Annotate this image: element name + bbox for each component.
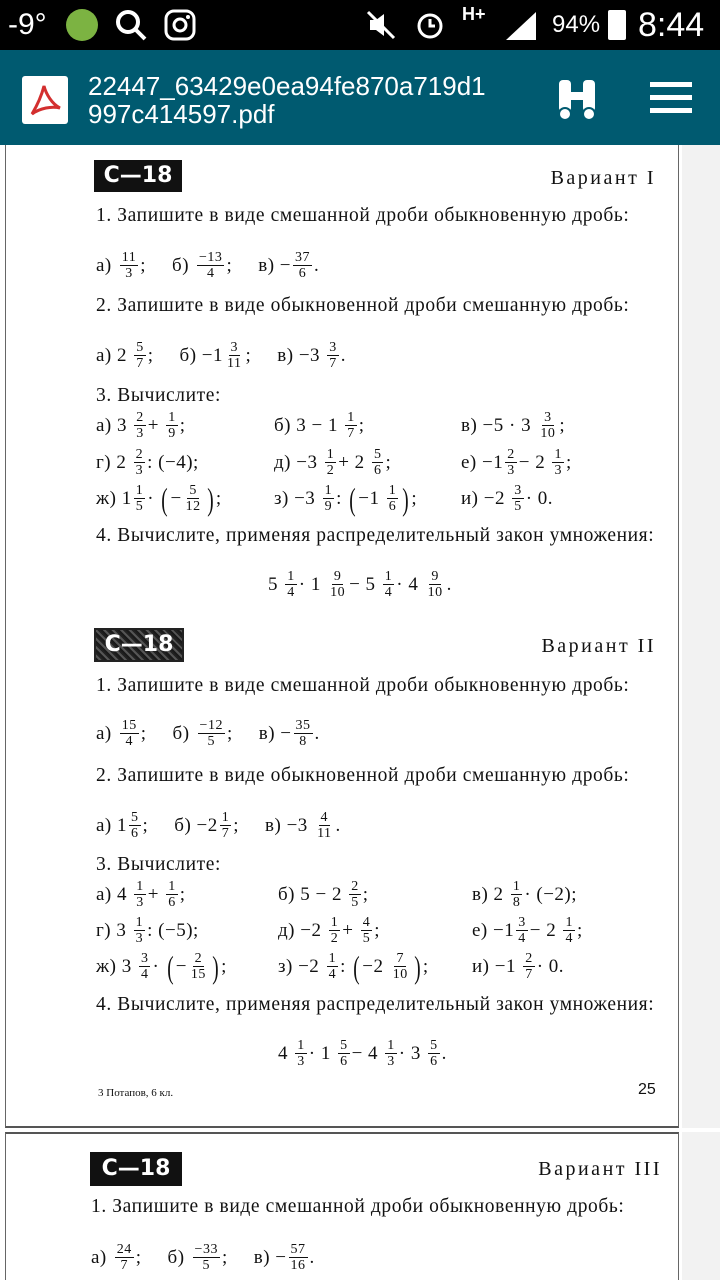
task-row: е) −1 2 3 − 2 1 3 ; xyxy=(461,447,572,478)
task-row: а) 2 5 7 ; б) −1 3 11 ; в) −3 3 7 . xyxy=(96,340,347,371)
task-row: з) −2 1 4 : ( −2 7 10 ) ; xyxy=(278,948,429,985)
app-bar xyxy=(0,50,720,145)
section-badge: С—18 xyxy=(90,1152,182,1186)
search-icon xyxy=(114,8,148,42)
task-row: ж) 1 1 5 · ( − 5 12 ) ; xyxy=(96,480,222,517)
task-text: 3. Вычислите: xyxy=(96,385,222,406)
pdf-page[interactable] xyxy=(5,1132,679,1280)
task-row: е) −1 3 4 − 2 1 4 ; xyxy=(472,915,583,946)
task-row: в) −5 · 3 3 10 ; xyxy=(461,410,566,441)
task-row: б) 3 − 1 1 7 ; xyxy=(274,410,365,441)
reading-mode-icon[interactable] xyxy=(555,78,599,122)
bug-icon xyxy=(66,9,98,41)
variant-heading: Вариант II xyxy=(541,635,656,657)
mute-icon xyxy=(366,10,396,40)
section-badge: С—18 xyxy=(94,628,184,662)
signal-icon xyxy=(504,10,538,42)
task-row: 4 1 3 · 1 5 6 − 4 1 3 · 3 5 6 . xyxy=(278,1038,447,1069)
task-row: а) 11 3 ; б) −13 4 ; в) − $\frac{37}{6}$ . xyxy=(96,250,320,281)
task-row: и) −1 2 7 · 0. xyxy=(472,951,565,982)
task-row: а) 3 2 3 + 1 9 ; xyxy=(96,410,186,441)
pdf-page[interactable] xyxy=(5,145,679,1128)
document-title: 22447_63429e0ea94fe870a719d1 997c414597.pdf xyxy=(88,71,486,129)
task-row: б) 5 − 2 2 5 ; xyxy=(278,879,369,910)
status-bar xyxy=(0,0,720,50)
page-number: 25 xyxy=(638,1081,656,1098)
battery-icon xyxy=(608,10,626,40)
task-row: а) 24 7 ; б) −33 5 ; в) − $\frac{57}{16}$ . xyxy=(91,1242,315,1273)
page-gutter xyxy=(682,1132,720,1280)
footer-note: 3 Потапов, 6 кл. xyxy=(98,1087,174,1099)
page-gutter xyxy=(682,145,720,1128)
task-row: а) 15 4 ; б) −12 5 ; в) − $\frac{35}{8}$ . xyxy=(96,718,320,749)
task-text: 1. Запишите в виде смешанной дроби обыкновенную дробь: xyxy=(91,1196,625,1217)
task-row: г) 3 1 3 : (−5); xyxy=(96,915,199,946)
task-text: 4. Вычислите, применяя распределительный закон умножения: xyxy=(96,994,655,1015)
temperature-text: -9° xyxy=(8,8,47,41)
task-text: 1. Запишите в виде смешанной дроби обыкновенную дробь: xyxy=(96,675,630,696)
task-text: 2. Запишите в виде обыкновенной дроби смешанную дробь: xyxy=(96,295,630,316)
clock-text: 8:44 xyxy=(638,6,705,44)
section-badge: С—18 xyxy=(94,160,182,192)
variant-heading: Вариант I xyxy=(550,167,656,189)
menu-icon[interactable] xyxy=(650,80,692,116)
task-text: 1. Запишите в виде смешанной дроби обыкновенную дробь: xyxy=(96,205,630,226)
task-row: в) 2 1 8 · (−2); xyxy=(472,879,578,910)
instagram-icon xyxy=(164,9,196,41)
task-row: д) −2 1 2 + 4 5 ; xyxy=(278,915,380,946)
variant-heading: Вариант III xyxy=(538,1158,662,1180)
task-row: 5 1 4 · 1 9 10 − 5 1 4 · 4 9 10 . xyxy=(268,569,452,600)
task-row: ж) 3 3 4 · ( − 2 15 ) ; xyxy=(96,948,227,985)
task-row: и) −2 3 5 · 0. xyxy=(461,483,554,514)
task-row: а) 1 5 6 ; б) −2 1 7 ; в) −3 4 11 . xyxy=(96,810,341,841)
task-row: а) 4 1 3 + 1 6 ; xyxy=(96,879,186,910)
task-row: г) 2 2 3 : (−4); xyxy=(96,447,199,478)
pdf-file-icon xyxy=(22,76,68,124)
battery-percent-text: 94% xyxy=(552,11,601,38)
task-text: 2. Запишите в виде обыкновенной дроби смешанную дробь: xyxy=(96,765,630,786)
task-text: 4. Вычислите, применяя распределительный закон умножения: xyxy=(96,525,655,546)
task-text: 3. Вычислите: xyxy=(96,854,222,875)
task-row: з) −3 1 9 : ( −1 1 6 ) ; xyxy=(274,480,418,517)
alarm-icon xyxy=(414,9,446,41)
task-row: д) −3 1 2 + 2 5 6 ; xyxy=(274,447,392,478)
network-type-text: H+ xyxy=(462,4,486,24)
